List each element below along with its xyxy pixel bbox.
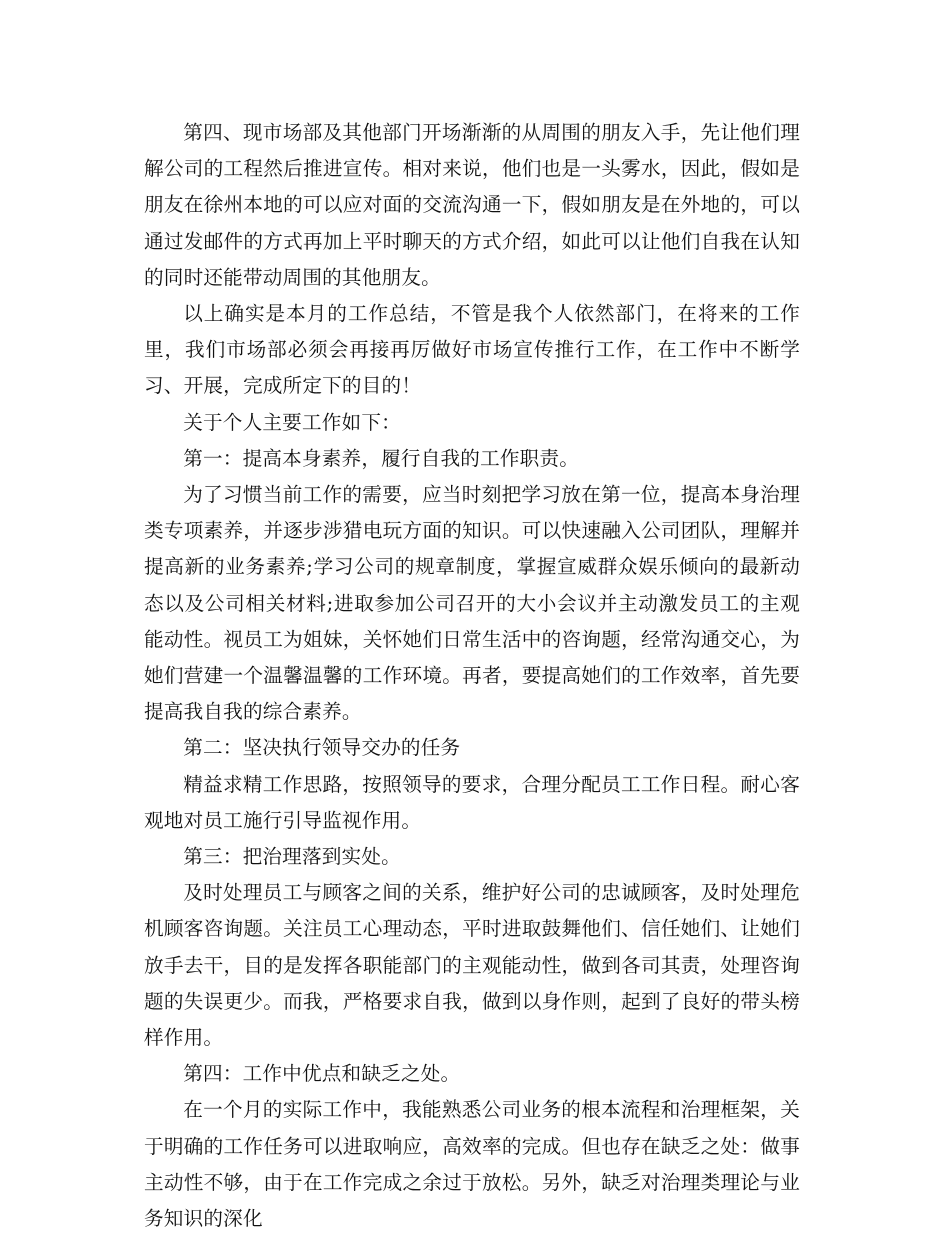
section-heading-first: 第一：提高本身素养，履行自我的工作职责。 (183, 446, 580, 470)
paragraph-execute-tasks: 精益求精工作思路，按照领导的要求，合理分配员工工作日程。耐心客观地对员工施行引导监视作用。 (144, 772, 800, 832)
paragraph-management: 及时处理员工与顾客之间的关系，维护好公司的忠诚顾客，及时处理危机顾客咨询题。关注员工心理动态，平时进取鼓舞他们、信任她们、让她们放手去干，目的是发挥各职能部门的主观能动性，做到各司其责，处理咨询题的失误更少。而我，严格要求自我，做到以身作则，起到了良好的带头榜样作用。 (144, 881, 800, 1050)
paragraph-marketing-plan: 第四、现市场部及其他部门开场渐渐的从周围的朋友入手，先让他们理解公司的工程然后推进宣传。相对来说，他们也是一头雾水，因此，假如是朋友在徐州本地的可以应对面的交流沟通一下，假如朋友是在外地的，可以通过发邮件的方式再加上平时聊天的方式介绍，如此可以让他们自我在认知的同时还能带动周围的其他朋友。 (144, 121, 800, 289)
section-heading-fourth: 第四：工作中优点和缺乏之处。 (183, 1062, 461, 1086)
paragraph-strengths-weaknesses: 在一个月的实际工作中，我能熟悉公司业务的根本流程和治理框架，关于明确的工作任务可以进取响应，高效率的完成。但也存在缺乏之处：做事主动性不够，由于在工作完成之余过于放松。另外，缺乏对治理类理论与业务知识的深化 (144, 1098, 800, 1231)
paragraph-personal-work-intro: 关于个人主要工作如下： (183, 410, 401, 434)
section-heading-third: 第三：把治理落到实处。 (183, 845, 401, 869)
section-heading-second: 第二：坚决执行领导交办的任务 (183, 736, 461, 760)
paragraph-monthly-summary: 以上确实是本月的工作总结，不管是我个人依然部门，在将来的工作里，我们市场部必须会再接再厉做好市场宣传推行工作，在工作中不断学习、开展，完成所定下的目的！ (144, 302, 800, 398)
paragraph-self-improvement: 为了习惯当前工作的需要，应当时刻把学习放在第一位，提高本身治理类专项素养，并逐步涉猎电玩方面的知识。可以快速融入公司团队，理解并提高新的业务素养;学习公司的规章制度，掌握宣威群众娱乐倾向的最新动态以及公司相关材料;进取参加公司召开的大小会议并主动激发员工的主观能动性。视员工为姐妹，关怀她们日常生活中的咨询题，经常沟通交心，为她们营建一个温馨温馨的工作环境。再者，要提高她们的工作效率，首先要提高我自我的综合素养。 (144, 483, 800, 724)
